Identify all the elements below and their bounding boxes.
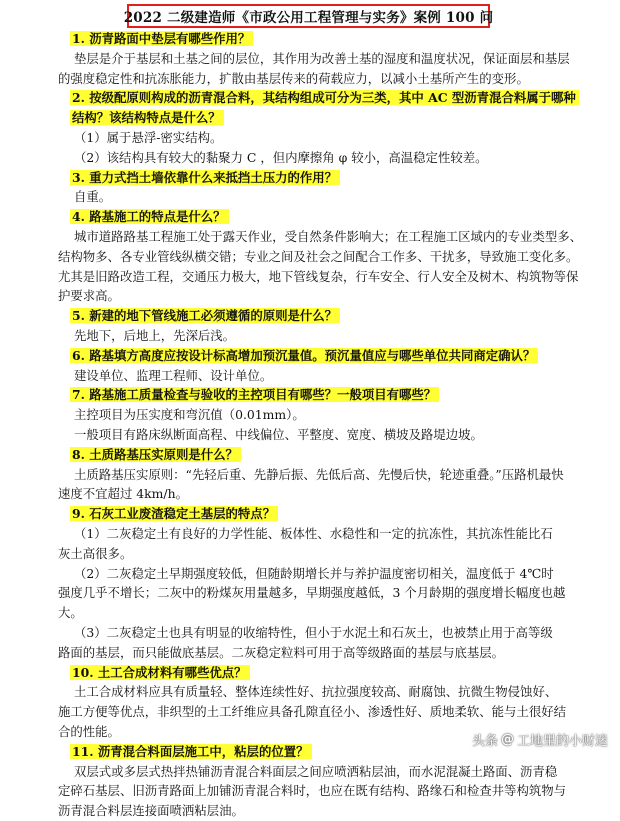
question-text: 6. 路基填方高度应按设计标高增加预沉量值。预沉量值应与哪些单位共同商定确认？ [70, 348, 538, 363]
question-text: 7. 路基施工质量检查与验收的主控项目有哪些？一般项目有哪些？ [70, 387, 439, 402]
answer-line-continued: 大。 [58, 605, 83, 621]
answer-line: 土质路基压实原则：“先轻后重、先静后振、先低后高、先慢后快，轮迹重叠。”压路机最快 [74, 466, 564, 482]
question-heading [70, 742, 312, 762]
answer-line-continued: 合的性能。 [58, 724, 120, 739]
question-text: 1. 沥青路面中垫层有哪些作用？ [70, 31, 253, 46]
answer-line-continued: 的强度稳定性和抗冻胀能力，扩散由基层传来的荷载应力，以减小土基所产生的变形。 [58, 70, 529, 86]
document-title: 2022 二级建造师《市政公用工程管理与实务》案例 100 问 [123, 10, 494, 26]
answer-line: 先地下，后地上，先深后浅。 [74, 328, 236, 343]
answer-line: （2）该结构具有较大的黏聚力 C ，但内摩擦角 φ 较小，高温稳定性较差。 [74, 149, 488, 165]
answer-line-continued: 强度几乎不增长；二灰中的粉煤灰用量越多，早期强度越低，3 个月龄期的强度增长幅度也越 [58, 585, 566, 601]
answer-line-continued: 定碎石基层、旧沥青路面上加铺沥青混合料时，也应在既有结构、路缘石和检查井等构筑物与 [58, 783, 567, 799]
question-heading [70, 306, 340, 326]
question-text: 8. 土质路基压实原则是什么？ [70, 447, 241, 462]
answer-line-continued: 结构物多、各专业管线纵横交错；专业之间及社会之间配合工作多、干扰多，导致施工变化多。 [58, 248, 579, 264]
answer-line: （1）属于悬浮-密实结构。 [74, 130, 223, 145]
question-heading [70, 385, 439, 405]
answer-line-continued: 路面的基层，而只能做底基层。二灰稳定粒料可用于高等级路面的基层与底基层。 [58, 644, 505, 660]
question-text: 10. 土工合成材料有哪些优点？ [70, 665, 250, 680]
question-heading-continued [70, 108, 224, 128]
answer-line-continued: 灰土高很多。 [58, 545, 133, 561]
question-text: 11. 沥青混合料面层施工中，粘层的位置？ [70, 744, 312, 759]
title-frame [123, 4, 494, 28]
question-text: 9. 石灰工业废渣稳定土基层的特点？ [70, 506, 278, 521]
answer-line: 自重。 [74, 189, 112, 205]
watermark-handle: 工地里的小财迷 [516, 733, 608, 749]
watermark-at: @ [500, 731, 514, 747]
question-heading [70, 346, 538, 366]
answer-line: 一般项目有路床纵断面高程、中线偏位、平整度、宽度、横坡及路堤边坡。 [74, 427, 483, 442]
question-text: 5. 新建的地下管线施工必须遵循的原则是什么？ [70, 308, 340, 323]
answer-line: （2）二灰稳定土早期强度较低，但随龄期增长并与养护温度密切相关，温度低于 4℃时 [74, 565, 554, 581]
answer-line-continued: 尤其是旧路改造工程，交通压力极大，地下管线复杂，行车安全、行人安全及树木、构筑物等保 [58, 268, 579, 284]
question-heading [70, 445, 241, 465]
question-heading [70, 663, 250, 683]
answer-line: 双层式或多层式热拌热铺沥青混合料面层之间应喷洒粘层油，而水泥混凝土路面、沥青稳 [74, 763, 558, 779]
question-heading [70, 29, 253, 49]
question-heading [70, 504, 278, 524]
answer-line: 垫层是介于基层和土基之间的层位，其作用为改善土基的湿度和温度状况，保证面层和基层 [74, 50, 570, 66]
answer-line: 主控项目为压实度和弯沉值（0.01mm）。 [74, 407, 305, 423]
answer-line-continued: 护要求高。 [58, 288, 120, 304]
answer-line: 城市道路路基工程施工处于露天作业，受自然条件影响大；在工程施工区域内的专业类型多、 [74, 229, 583, 244]
question-heading [70, 168, 340, 188]
question-heading [70, 207, 229, 227]
answer-line-continued: 速度不宜超过 4km/h。 [58, 486, 188, 502]
question-text: 2. 按级配原则构成的沥青混合料，其结构组成可分为三类，其中 AC 型沥青混合料属于哪种 [70, 90, 579, 105]
question-text: 3. 重力式挡土墙依靠什么来抵挡土压力的作用？ [70, 170, 340, 185]
answer-line: 土工合成材料应具有质量轻、整体连续性好、抗拉强度较高、耐腐蚀、抗微生物侵蚀好、 [74, 684, 558, 700]
answer-line: （3）二灰稳定土也具有明显的收缩特性，但小于水泥土和石灰土，也被禁止用于高等级 [74, 625, 553, 640]
question-text: 结构？该结构特点是什么？ [70, 110, 224, 125]
question-heading [70, 88, 579, 108]
answer-line: （1）二灰稳定土有良好的力学性能、板体性、水稳性和一定的抗冻性，其抗冻性能比石 [74, 526, 553, 541]
answer-line-continued: 沥青混合料层连接面喷洒粘层油。 [58, 803, 244, 819]
watermark [472, 728, 608, 750]
question-text: 4. 路基施工的特点是什么？ [70, 209, 229, 224]
answer-line: 建设单位、监理工程师、设计单位。 [74, 367, 273, 383]
answer-line-continued: 施工方便等优点，非织型的土工纤维应具备孔隙直径小、渗透性好、质地柔软、能与土很好结 [58, 704, 567, 720]
watermark-prefix: 头条 [471, 733, 498, 749]
